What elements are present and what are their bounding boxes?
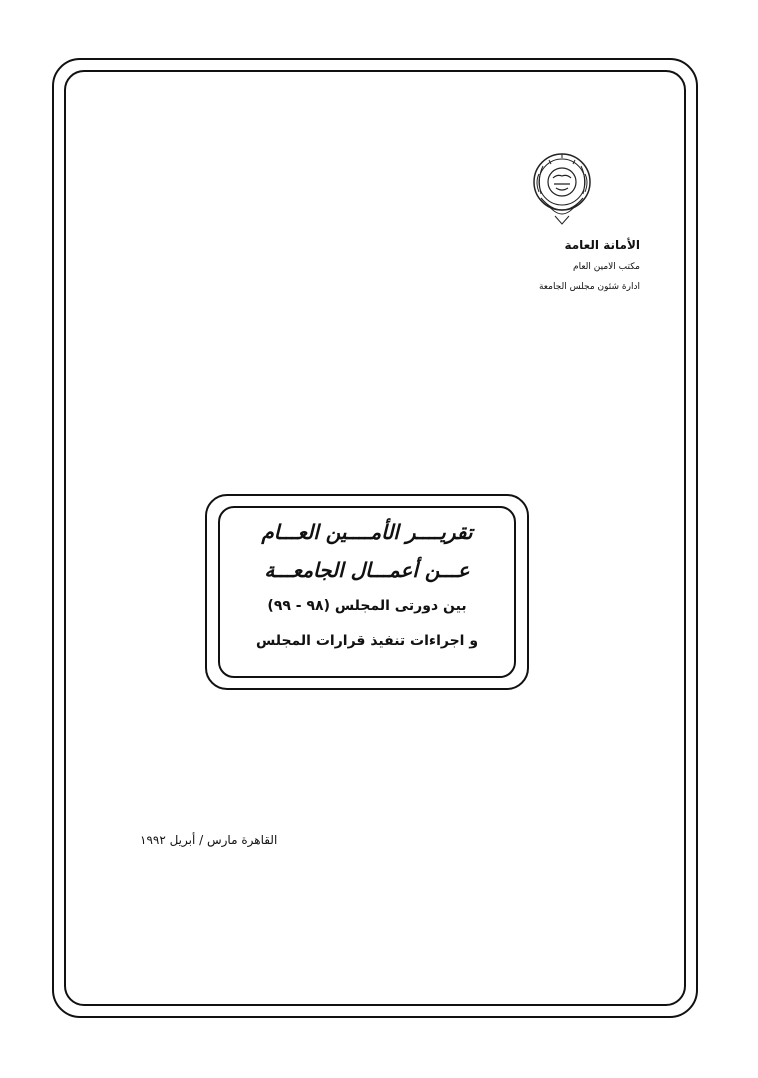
report-session-range: بين دورتى المجلس (٩٨ - ٩٩) — [267, 598, 467, 614]
arab-league-seal-icon — [527, 148, 597, 228]
place-and-date: القاهرة مارس / أبريل ١٩٩٢ — [140, 833, 278, 847]
department-name: ادارة شئون مجلس الجامعة — [538, 282, 640, 292]
report-subtitle: عـــن أعمـــال الجامعـــة — [264, 558, 470, 582]
report-title: تقريــــر الأمــــين العـــام — [261, 520, 473, 544]
org-name: الأمانة العامة — [564, 238, 640, 252]
report-scope: و اجراءات تنفيذ قرارات المجلس — [255, 633, 479, 649]
office-name: مكتب الامين العام — [573, 262, 640, 272]
